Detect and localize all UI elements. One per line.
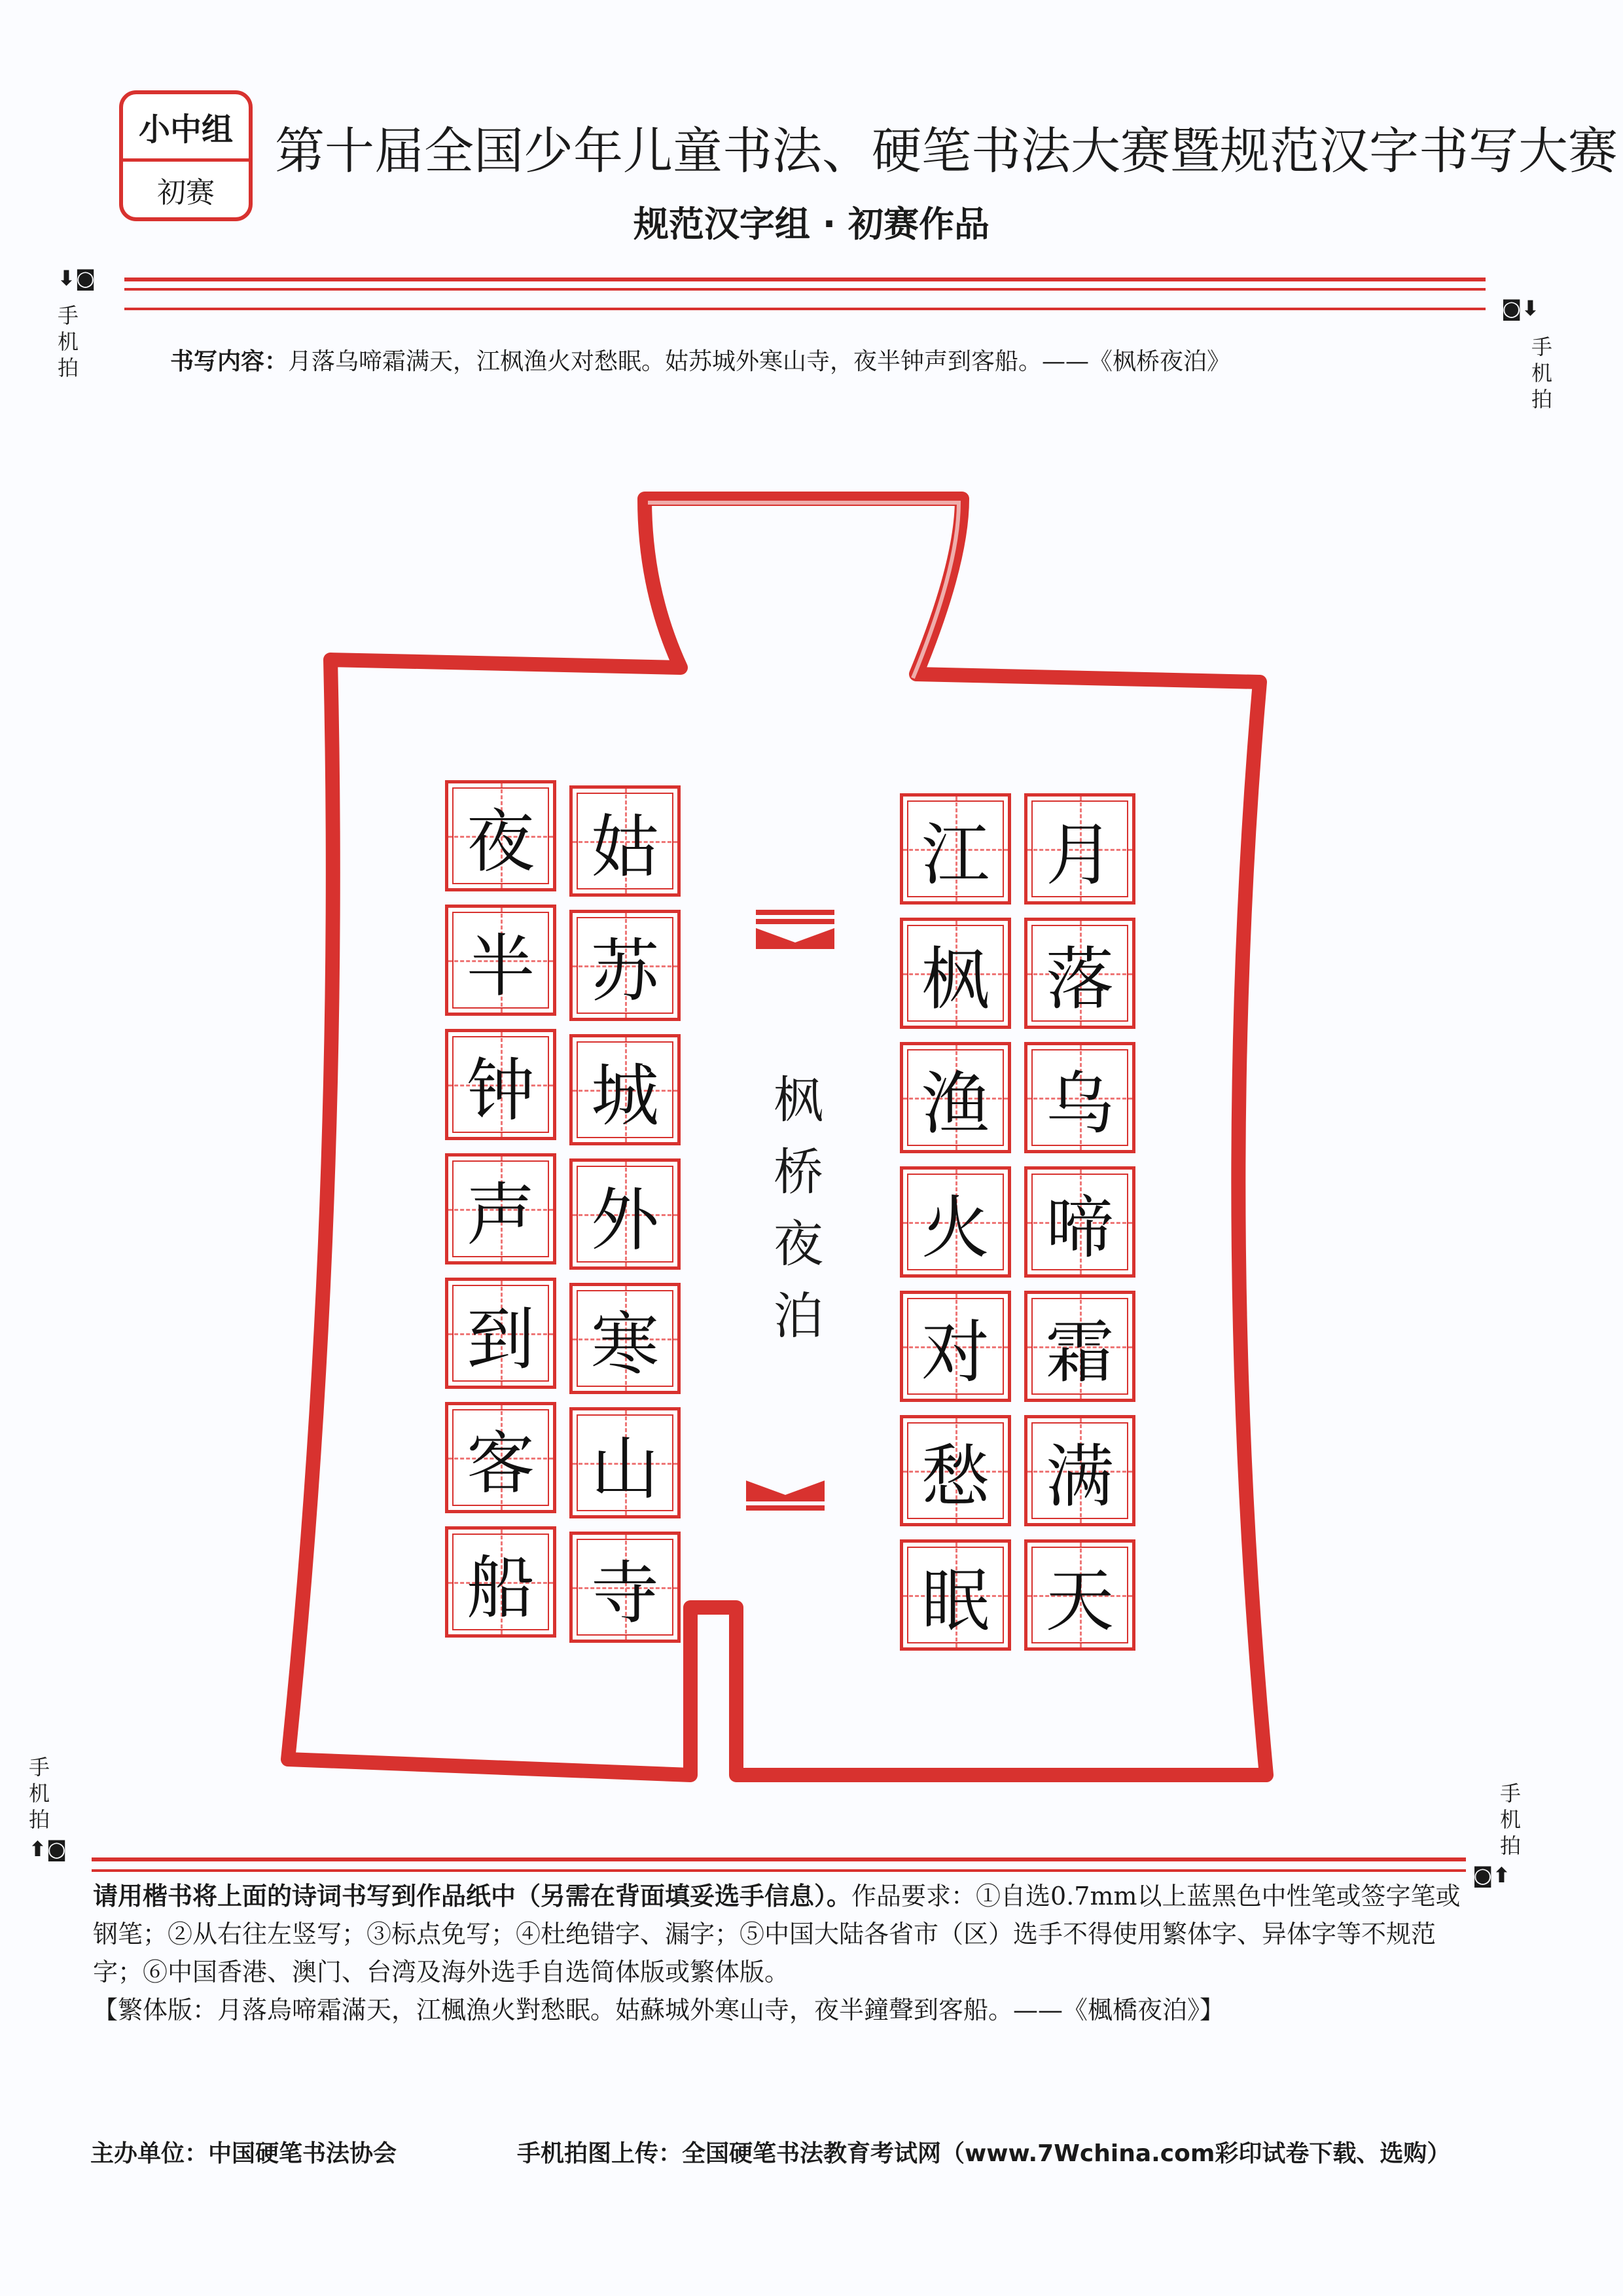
grid-cell (445, 905, 556, 1016)
grid-character: 眠 (921, 1561, 990, 1641)
grid-character: 霜 (1045, 1312, 1114, 1392)
grid-character: 对 (921, 1312, 990, 1392)
arrow-up-camera-icon: ⬆◙ (29, 1837, 67, 1861)
title-top-ornament (756, 910, 834, 949)
grid-cell (900, 1291, 1011, 1402)
grid-cell (900, 1539, 1011, 1651)
grid-character: 满 (1045, 1437, 1114, 1516)
grid-character: 江 (921, 815, 990, 895)
camera-arrow-up-icon: ◙⬆ (1472, 1863, 1510, 1888)
grid-character: 天 (1045, 1561, 1114, 1641)
grid-character: 夜 (466, 802, 535, 882)
grid-cell (569, 910, 681, 1021)
grid-character: 寒 (590, 1304, 659, 1384)
grid-character: 声 (466, 1175, 535, 1255)
artwork-title-char: 枫 (774, 1071, 823, 1129)
writing-content-label: 书写内容： (170, 348, 289, 375)
grid-cell (1024, 1539, 1135, 1651)
grid-character: 船 (466, 1548, 535, 1628)
grid-cell (900, 1415, 1011, 1526)
grid-cell (1024, 793, 1135, 905)
grid-cell (445, 1153, 556, 1265)
grid-cell (1024, 1415, 1135, 1526)
camera-hint-top-right: 手机拍 (1531, 334, 1552, 412)
group-label: 小中组 (123, 94, 249, 162)
page-title: 第十届全国少年儿童书法、硬笔书法大赛暨规范汉字书写大赛 (275, 122, 1618, 180)
grid-cell (1024, 1042, 1135, 1153)
grid-cell (1024, 918, 1135, 1029)
grid-cell (445, 1278, 556, 1389)
grid-character: 山 (590, 1429, 659, 1509)
grid-character: 枫 (921, 939, 990, 1019)
grid-cell (900, 1042, 1011, 1153)
stage-label: 初赛 (157, 175, 215, 209)
artwork-title-char: 泊 (774, 1287, 823, 1345)
camera-hint-bottom-left: 手机拍 (28, 1755, 50, 1832)
bottom-rule (92, 1857, 1466, 1861)
bottom-rule-thin (92, 1869, 1466, 1872)
instructions-main: 请用楷书将上面的诗词书写到作品纸中（另需在背面填妥选手信息）。 (93, 1882, 852, 1910)
grid-cell (445, 1526, 556, 1638)
writing-content-text: 月落乌啼霜满天，江枫渔火对愁眠。姑苏城外寒山寺，夜半钟声到客船。——《枫桥夜泊》 (288, 348, 1231, 375)
grid-cell (569, 785, 681, 897)
page-subtitle: 规范汉字组 · 初赛作品 (633, 204, 990, 245)
instructions-requirements: 作品要求：①自选0.7mm以上蓝黑色中性笔或签字笔或钢笔；②从右往左竖写；③标点免写；④杜绝错字、漏字；⑤中国大陆各省市（区）选手不得使用繁体字、异体字等不规范字；⑥中国香港、澳门、台湾及海外选手自选简体版或繁体版。 (93, 1882, 1461, 1986)
grid-cell (569, 1407, 681, 1518)
grid-character: 苏 (590, 931, 659, 1011)
footer-upload: 手机拍图上传：全国硬笔书法教育考试网（www.7Wchina.com彩印试卷下载、选购） (517, 2140, 1451, 2167)
artwork-title-char: 夜 (774, 1215, 823, 1273)
grid-character: 落 (1045, 939, 1114, 1019)
grid-cell (900, 918, 1011, 1029)
grid-cell (1024, 1291, 1135, 1402)
grid-character: 啼 (1045, 1188, 1114, 1268)
grid-character: 到 (466, 1299, 535, 1379)
grid-character: 客 (466, 1424, 535, 1503)
grid-character: 姑 (590, 807, 659, 887)
camera-hint-top-left: 手机拍 (57, 303, 79, 380)
grid-cell (900, 1166, 1011, 1278)
grid-character: 愁 (921, 1437, 990, 1516)
grid-cell (569, 1034, 681, 1145)
arrow-down-camera-icon: ⬇◙ (58, 266, 96, 291)
grid-character: 半 (466, 926, 535, 1006)
grid-character: 渔 (921, 1064, 990, 1143)
grid-character: 乌 (1045, 1064, 1114, 1143)
instructions (93, 1877, 1467, 2029)
grid-cell (569, 1532, 681, 1643)
grid-character: 寺 (590, 1553, 659, 1633)
instructions-traditional: 【繁体版：月落烏啼霜滿天，江楓漁火對愁眠。姑蘇城外寒山寺，夜半鐘聲到客船。——《楓橋夜泊》】 (93, 1996, 1225, 2024)
grid-character: 火 (921, 1188, 990, 1268)
grid-cell (569, 1283, 681, 1394)
grid-cell (445, 1402, 556, 1513)
grid-cell (569, 1158, 681, 1270)
camera-arrow-down-icon: ◙⬇ (1501, 296, 1539, 321)
grid-cell (900, 793, 1011, 905)
title-bottom-ornament (746, 1480, 825, 1511)
footer-organizer: 主办单位：中国硬笔书法协会 (90, 2140, 397, 2167)
grid-cell (1024, 1166, 1135, 1278)
grid-cell (445, 1029, 556, 1140)
artwork-title-char: 桥 (774, 1143, 823, 1201)
grid-character: 城 (590, 1056, 659, 1136)
grid-character: 外 (590, 1180, 659, 1260)
grid-character: 月 (1045, 815, 1114, 895)
grid-cell (445, 780, 556, 891)
grid-character: 钟 (466, 1050, 535, 1130)
camera-hint-bottom-right: 手机拍 (1499, 1781, 1521, 1858)
